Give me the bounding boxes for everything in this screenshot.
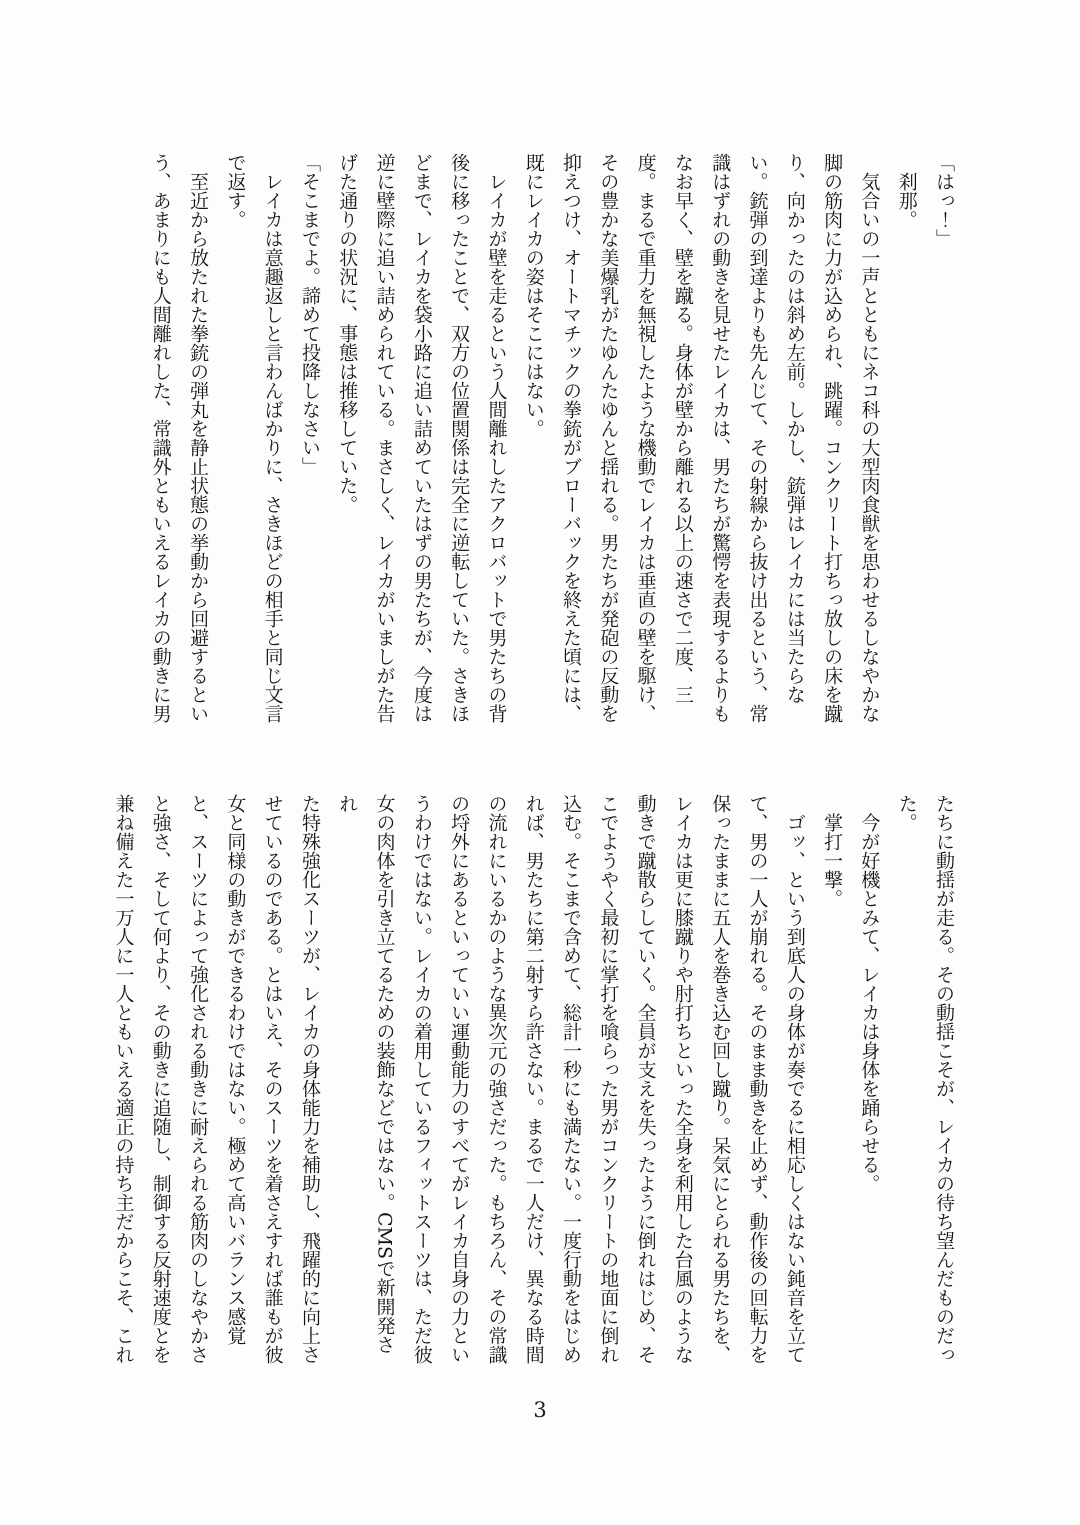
text-column: と強さ、そして何より、その動きに追随し、制御する反射速度とを [149,794,172,1364]
text-column: 刹那。 [895,153,918,229]
text-column: 「はっ！」 [933,153,955,248]
text-column: と、スーツによって強化される動きに耐えられる筋肉のしなやかさ [187,794,210,1364]
text-column: 脚の筋肉に力が込められ、跳躍。コンクリート打ちっ放しの床を蹴 [821,153,844,723]
text-block-bottom [104,794,962,1372]
text-column: 既にレイカの姿はそこにはない。 [522,153,545,438]
text-column: の流れにいるかのような異次元の強さだった。もちろん、その常識 [485,794,508,1364]
text-column: て、男の一人が崩れる。そのまま動きを止めず、動作後の回転力を [746,794,769,1364]
text-column: その豊かな美爆乳がたゆんたゆんと揺れる。男たちが発砲の反動を [597,153,620,723]
text-column: 掌打一撃。 [821,794,844,908]
text-column: 女の肉体を引き立てるための装飾などではない。CMSで新開発され [336,794,396,1355]
text-column: レイカは更に膝蹴りや肘打ちといった全身を利用した台風のような [671,794,694,1364]
text-column: り、向かったのは斜め左前。しかし、銃弾はレイカには当たらな [783,153,806,704]
text-column: なお早く、壁を蹴る。身体が壁から離れる以上の速さで二度、三 [671,153,694,704]
text-column: 逆に壁際に追い詰められている。まさしく、レイカがいましがた告 [373,153,396,723]
text-column: 抑えつけ、オートマチックの拳銃がブローバックを終えた頃には、 [560,153,583,723]
text-column: ゴッ、という到底人の身体が奏でるに相応しくはない鈍音を立て [783,794,806,1364]
text-column: どまで、レイカを袋小路に追い詰めていたはずの男たちが、今度は [410,153,433,723]
text-column: 込む。そこまで含めて、総計一秒にも満たない。一度行動をはじめ [560,794,583,1364]
text-column: うわけではない。レイカの着用しているフィットスーツは、ただ彼 [410,794,433,1364]
text-column: 「そこまでよ。諦めて投降しなさい」 [298,153,321,476]
text-column: たちに動揺が走る。その動揺こそが、レイカの待ち望んだものだっ [933,794,955,1364]
text-column: 気合いの一声とともにネコ科の大型肉食獣を思わせるしなやかな [858,153,881,723]
text-column: せているのである。とはいえ、そのスーツを着さえすれば誰もが彼 [261,794,284,1364]
text-column: げた通りの状況に、事態は推移していた。 [336,153,359,514]
text-column: で返す。 [224,153,247,229]
text-block-top [141,153,962,731]
text-column: い。銃弾の到達よりも先んじて、その射線から抜け出るという、常 [746,153,769,723]
text-column: た特殊強化スーツが、レイカの身体能力を補助し、飛躍的に向上さ [298,794,321,1364]
text-column: の埒外にあるといっていい運動能力のすべてがレイカ自身の力とい [448,794,471,1364]
text-column: れば、男たちに第二射すら許さない。まるで一人だけ、異なる時間 [522,794,545,1364]
text-column: 兼ね備えた一万人に一人ともいえる適正の持ち主だからこそ、これ [112,794,135,1364]
text-column: た。 [895,794,918,832]
text-column: 識はずれの動きを見せたレイカは、男たちが驚愕を表現するよりも [709,153,732,723]
text-column: 至近から放たれた拳銃の弾丸を静止状態の挙動から回避するとい [187,153,210,723]
text-column: レイカは意趣返しと言わんばかりに、さきほどの相手と同じ文言 [261,153,284,723]
text-column: 今が好機とみて、レイカは身体を踊らせる。 [858,794,881,1193]
text-column: 保ったままに五人を巻き込む回し蹴り。呆気にとられる男たちを、 [709,794,732,1364]
text-column: 後に移ったことで、双方の位置関係は完全に逆転していた。さきほ [448,153,471,723]
text-column: 度。まるで重力を無視したような機動でレイカは垂直の壁を駆け、 [634,153,657,723]
text-column: こでようやく最初に掌打を喰らった男がコンクリートの地面に倒れ [597,794,620,1364]
text-column: レイカが壁を走るという人間離れしたアクロバットで男たちの背 [485,153,508,723]
text-column: う、あまりにも人間離れした、常識外ともいえるレイカの動きに男 [149,153,172,723]
text-column: 女と同様の動きができるわけではない。極めて高いバランス感覚 [224,794,247,1345]
text-column: 動きで蹴散らしていく。全員が支えを失ったように倒れはじめ、そ [634,794,657,1364]
page-number: 3 [533,1398,547,1422]
